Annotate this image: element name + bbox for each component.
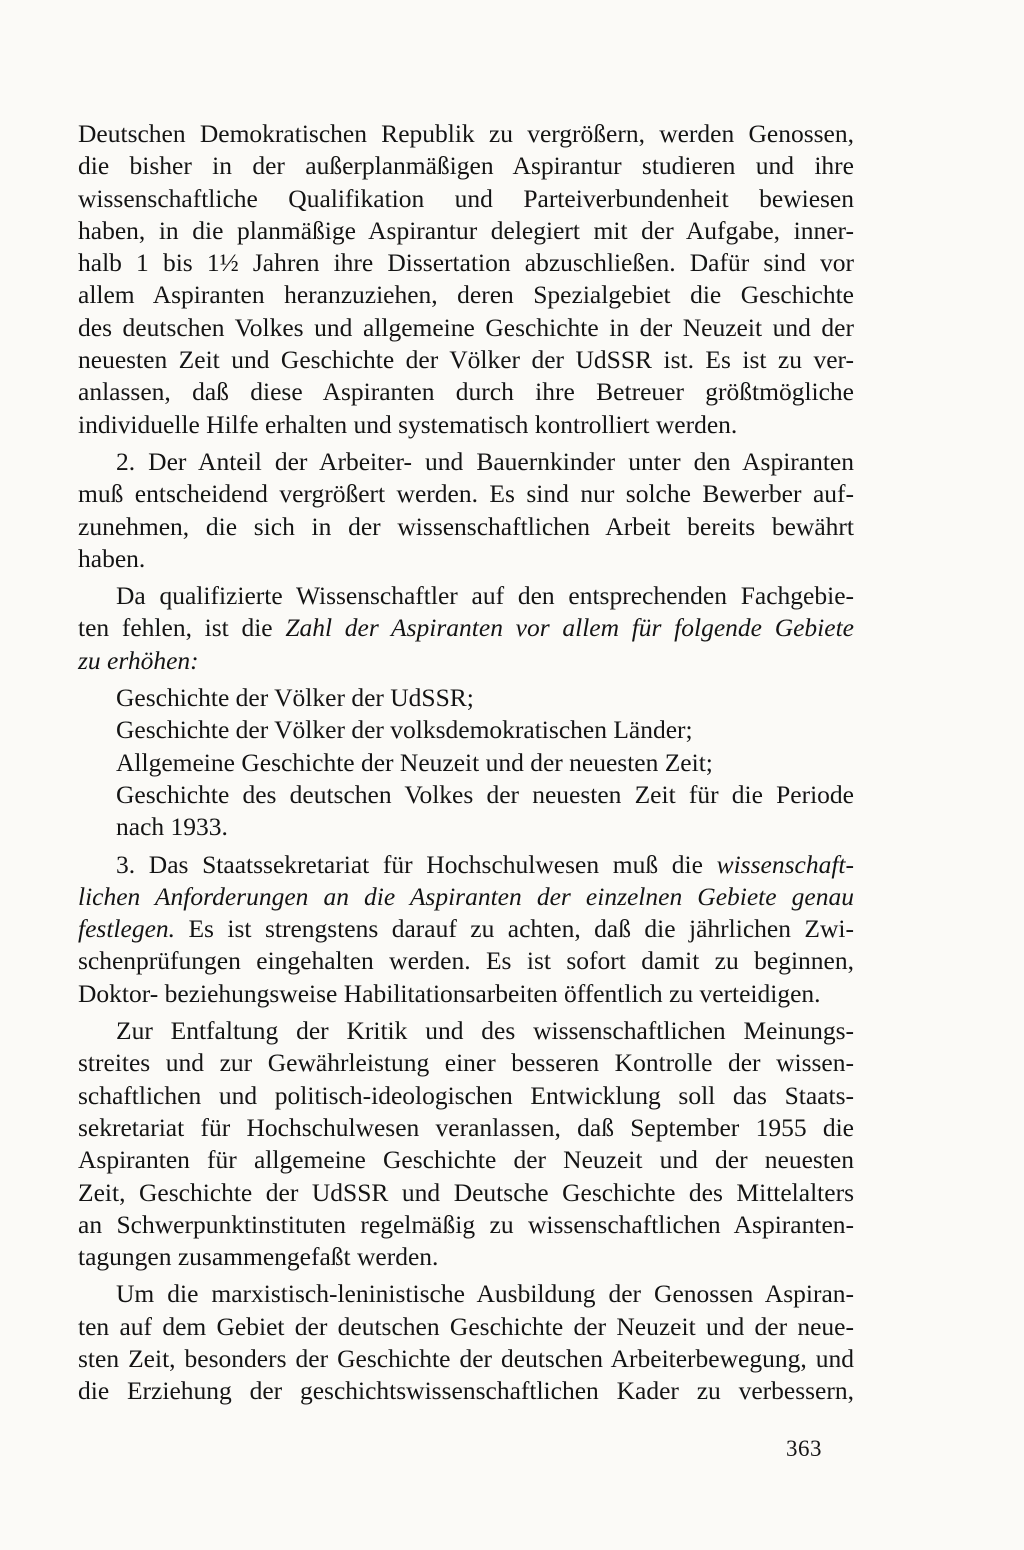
text-line-mixed [78,612,854,644]
text-italic: lichen Anforderungen an die Aspiranten der einzelnen Gebiete genau [78,881,854,911]
text-line: halb 1 bis 1½ Jahren ihre Dissertation abzuschließen. Dafür sind vor [78,248,854,278]
text-line: anlassen, daß diese Aspiranten durch ihre Betreuer größtmögliche [78,377,854,407]
text-italic: festlegen. [78,914,176,944]
body-text [78,118,854,1408]
text-line: Deutschen Demokratischen Republik zu vergrößern, werden Genossen, [78,119,854,148]
text-line: die bisher in der außerplanmäßigen Aspirantur studieren und ihre [78,151,854,181]
text-line: Doktor- beziehungsweise Habilitationsarbeiten öffentlich zu verteidigen. [78,978,821,1008]
list-item: Allgemeine Geschichte der Neuzeit und der neuesten Zeit; [116,747,713,777]
text-line: Zeit, Geschichte der UdSSR und Deutsche Geschichte des Mittelalters [78,1177,854,1207]
text-line: allem Aspiranten heranzuziehen, deren Spezialgebiet die Geschichte [78,280,854,310]
text-line: sten Zeit, besonders der Geschichte der deutschen Arbeiterbewegung, und [78,1343,854,1373]
text-line-mixed [78,913,854,945]
text-line: streites und zur Gewährleistung einer besseren Kontrolle der wissen- [78,1048,854,1078]
text-line: individuelle Hilfe erhalten und systematisch kontrolliert werden. [78,409,738,439]
text-line: Da qualifizierte Wissenschaftler auf den entsprechenden Fachgebie- [116,581,854,611]
text-line: Zur Entfaltung der Kritik und des wissenschaftlichen Meinungs- [116,1016,854,1046]
text-line: sekretariat für Hochschulwesen veranlassen, daß September 1955 die [78,1112,854,1142]
text-line: tagungen zusammengefaßt werden. [78,1242,439,1272]
list-item: nach 1933. [116,812,228,842]
text-italic: Zahl der Aspiranten vor allem für folgende Gebiete [285,613,854,643]
text-line: an Schwerpunktinstituten regelmäßig zu wissenschaftlichen Aspiranten- [78,1209,854,1239]
text-italic: zu erhöhen: [78,645,199,675]
list-item: Geschichte des deutschen Volkes der neuesten Zeit für die Periode [116,779,854,809]
text-line-italic [78,881,854,913]
text-roman: ten fehlen, ist die [78,613,286,643]
text-line: 2. Der Anteil der Arbeiter- und Bauernkinder unter den Aspiranten [116,446,854,476]
text-line: zunehmen, die sich in der wissenschaftlichen Arbeit bereits bewährt [78,511,854,541]
text-roman: Es ist strengstens darauf zu achten, daß die jährlichen Zwi- [175,914,854,944]
text-line-italic [78,645,854,677]
text-line: muß entscheidend vergrößert werden. Es sind nur solche Bewerber auf- [78,479,854,509]
text-line: haben. [78,543,146,573]
text-line: des deutschen Volkes und allgemeine Geschichte in der Neuzeit und der [78,312,854,342]
text-line: Um die marxistisch-leninistische Ausbildung der Genossen Aspiran- [116,1279,854,1309]
text-line: schenprüfungen eingehalten werden. Es ist sofort damit zu beginnen, [78,946,854,976]
text-line: neuesten Zeit und Geschichte der Völker der UdSSR ist. Es ist zu ver- [78,345,854,375]
text-line: ten auf dem Gebiet der deutschen Geschichte der Neuzeit und der neue- [78,1311,854,1341]
text-line-mixed [78,849,854,881]
text-line: haben, in die planmäßige Aspirantur delegiert mit der Aufgabe, inner- [78,215,854,245]
text-line: Aspiranten für allgemeine Geschichte der Neuzeit und der neuesten [78,1145,854,1175]
page-number: 363 [786,1436,822,1461]
text-line: schaftlichen und politisch-ideologischen Entwicklung soll das Staats- [78,1080,854,1110]
list-item: Geschichte der Völker der UdSSR; [116,683,474,713]
text-roman: 3. Das Staatssekretariat für Hochschulwesen muß die [116,849,717,879]
list-item: Geschichte der Völker der volksdemokratischen Länder; [116,715,693,745]
text-italic: wissenschaft- [716,849,854,879]
text-line: wissenschaftliche Qualifikation und Parteiverbundenheit bewiesen [78,183,854,213]
text-line: die Erziehung der geschichtswissenschaftlichen Kader zu verbessern, [78,1376,854,1406]
